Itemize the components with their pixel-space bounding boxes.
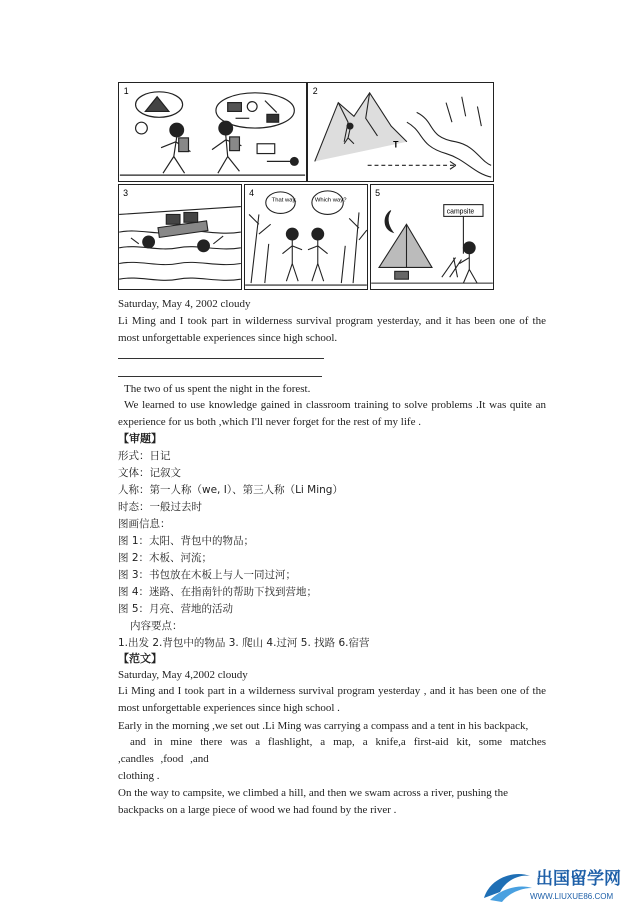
blank-line-2 xyxy=(118,376,322,377)
panel-number: 2 xyxy=(312,85,318,96)
analysis-person: 人称：第一人称（we, I）、第三人称（Li Ming） xyxy=(118,484,343,496)
watermark-logo xyxy=(480,858,640,905)
model-date-line: Saturday, May 4,2002 cloudy xyxy=(118,669,248,681)
campsite-sign: campsite xyxy=(446,208,475,216)
comic-strip xyxy=(118,82,494,290)
analysis-tense: 时态：一般过去时 xyxy=(118,501,202,513)
night-sentence: The two of us spent the night in the forest. xyxy=(124,383,311,395)
panel-number: 5 xyxy=(375,187,381,198)
model-paragraph-3-line-2: backpacks on a large piece of wood we had found by the river . xyxy=(118,804,397,816)
date-line: Saturday, May 4, 2002 cloudy xyxy=(118,298,251,310)
panel-4-drawing xyxy=(245,185,367,289)
panel-number: 3 xyxy=(123,187,129,198)
analysis-pic-4: 图 4：迷路、在指南针的帮助下找到营地； xyxy=(118,586,318,598)
logo-url: WWW.LIUXUE86.COM xyxy=(530,892,614,901)
panel-number: 4 xyxy=(249,187,255,198)
analysis-heading: 【审题】 xyxy=(118,432,162,445)
learned-paragraph: We learned to use knowledge gained in classroom training to solve problems .It was quite an experience for us both ,which I'll never forget for the rest of my life . xyxy=(118,399,546,428)
panel-2-drawing xyxy=(308,83,493,181)
analysis-picture-info: 图画信息： xyxy=(118,518,171,530)
comic-panel-1 xyxy=(118,82,307,182)
analysis-genre: 文体：记叙文 xyxy=(118,467,181,479)
model-paragraph-2-line-3: clothing . xyxy=(118,770,160,782)
panel-3-drawing xyxy=(119,185,241,289)
signpost-label: T xyxy=(393,139,399,150)
analysis-pic-2: 图 2：木板、河流； xyxy=(118,552,213,564)
model-paragraph-3-line-1: On the way to campsite, we climbed a hill, and then we swam across a river, pushing the xyxy=(118,787,508,799)
speech-bubble-left: That way. xyxy=(271,197,297,204)
comic-panel-4 xyxy=(244,184,368,290)
analysis-pic-5: 图 5：月亮、营地的活动 xyxy=(118,603,234,615)
model-paragraph-1: Li Ming and I took part in a wilderness survival program yesterday , and it has been one of the most unforgettable experiences since high school . xyxy=(118,685,546,714)
analysis-key-points-label: 内容要点： xyxy=(130,620,183,632)
panel-5-drawing xyxy=(371,185,493,289)
comic-panel-3 xyxy=(118,184,242,290)
model-paragraph-2-line-1: Early in the morning ,we set out .Li Ming was carrying a compass and a tent in his backpack, xyxy=(118,720,529,732)
analysis-pic-3: 图 3：书包放在木板上与人一同过河； xyxy=(118,569,297,581)
logo-name: 出国留学网 xyxy=(536,869,621,889)
panel-number: 1 xyxy=(123,85,129,96)
analysis-form: 形式：日记 xyxy=(118,450,171,462)
speech-bubble-right: Which way? xyxy=(314,197,347,204)
comic-panel-2 xyxy=(307,82,494,182)
intro-paragraph: Li Ming and I took part in wilderness survival program yesterday, and it has been one of the most unforgettable experiences since high school. xyxy=(118,315,546,344)
panel-1-drawing xyxy=(119,83,306,181)
model-heading: 【范文】 xyxy=(118,652,162,665)
comic-panel-5 xyxy=(370,184,494,290)
analysis-key-points: 1.出发 2.背包中的物品 3. 爬山 4.过河 5. 找路 6.宿营 xyxy=(118,637,370,649)
analysis-pic-1: 图 1：太阳、背包中的物品； xyxy=(118,535,255,547)
blank-line-1 xyxy=(118,358,324,359)
model-paragraph-2-line-2: and in mine there was a flashlight, a map, a knife,a first-aid kit, some matches ,candles ,food ,and xyxy=(118,736,546,765)
logo-emblem-icon xyxy=(480,858,640,905)
